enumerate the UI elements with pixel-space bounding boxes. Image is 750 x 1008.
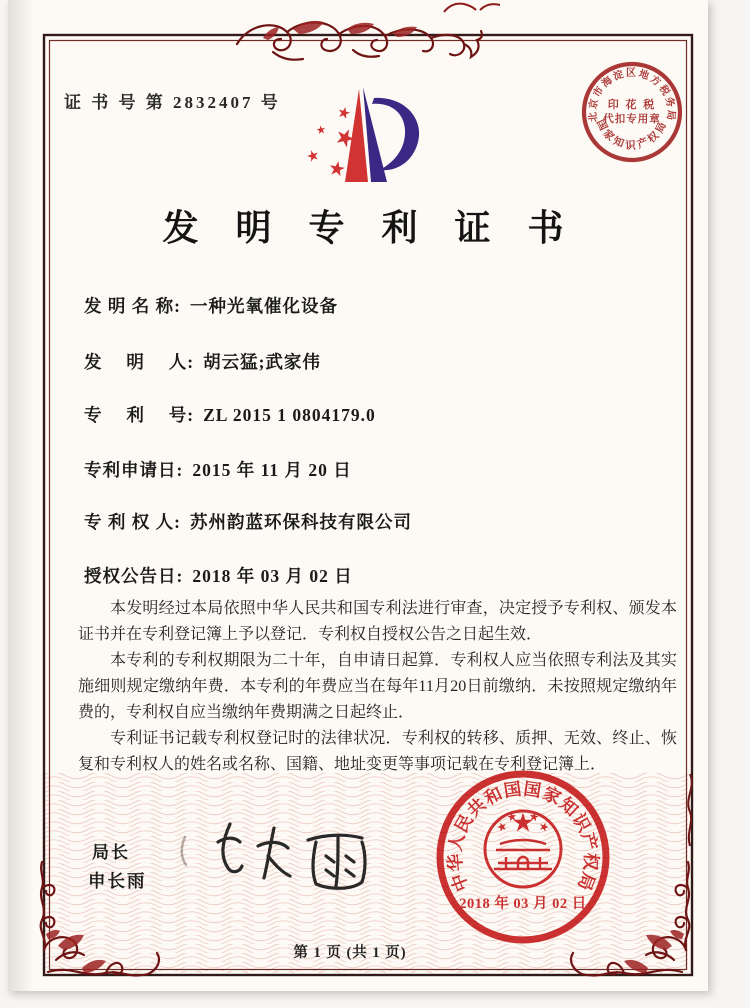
field-value: ZL 2015 1 0804179.0 (203, 405, 376, 425)
field-row-invention-name (84, 293, 338, 318)
stamp-center-line1: 印 花 税 (607, 99, 657, 111)
handwritten-signature (170, 812, 390, 902)
cert-number: 证 书 号 第 2832407 号 (64, 93, 281, 112)
legal-paragraph-1: 本发明经过本局依照中华人民共和国专利法进行审查，决定授予专利权、颁发本证书并在专利登记簿上予以登记．专利权自授权公告之日起生效． (78, 600, 677, 643)
official-seal (428, 762, 618, 952)
right-border-vine-ornament (676, 772, 700, 850)
seal-date: 2018 年 03 月 02 日 (459, 896, 587, 912)
field-value: 2015 年 11 月 20 日 (192, 460, 352, 480)
cnipa-logo (300, 84, 450, 189)
field-row-patent-number (84, 402, 376, 427)
field-value: 2018 年 03 月 02 日 (192, 566, 353, 586)
field-value: 苏州韵蓝环保科技有限公司 (189, 512, 412, 532)
field-row-patentee (84, 509, 412, 534)
field-row-grant-date (84, 563, 353, 588)
national-emblem (485, 811, 561, 887)
page-footer: 第 1 页 (共 1 页) (293, 945, 407, 961)
field-row-inventor (84, 349, 321, 374)
legal-paragraph-2: 本专利的专利权期限为二十年，自申请日起算．专利权人应当依照专利法及其实施细则规定缴纳年费．本专利的年费应当在每年11月20日前缴纳．未按照规定缴纳年费的，专利权自应当缴纳年费期满之日起终止． (78, 652, 677, 721)
seal-ring-text: 中华人民共和国国家知识产权局 (444, 778, 602, 895)
top-edge-ornament (440, 0, 504, 14)
field-label: 专 利 权 人: (84, 512, 181, 532)
field-label: 授权公告日: (84, 566, 184, 586)
stamp-center-line2: 代扣专用章 (603, 114, 661, 125)
field-row-filing-date (84, 457, 352, 482)
field-value: 一种光氧催化设备 (189, 296, 338, 316)
field-label: 专利申请日: (84, 460, 184, 480)
signature-title: 局长 (92, 843, 130, 862)
legal-paragraph-3: 专利证书记载专利权登记时的法律状况．专利权的转移、质押、无效、终止、恢复和专利权人的姓名或名称、国籍、地址变更等事项记载在专利登记簿上． (78, 730, 677, 773)
field-label: 发 明 名 称: (84, 296, 181, 316)
certificate-title: 发 明 专 利 证 书 (162, 208, 578, 248)
legal-text (78, 596, 677, 778)
tax-stamp (576, 56, 688, 168)
stamp-arc-bottom-text: 国家知识产权局 (593, 118, 671, 152)
stamp-arc-top-text: 北京市海淀区地方税务局 (587, 68, 677, 123)
field-value: 胡云猛;武家伟 (203, 352, 321, 372)
signature-name: 申长雨 (88, 871, 147, 891)
field-label: 专 利 号: (84, 405, 195, 425)
field-label: 发 明 人: (84, 352, 195, 372)
top-ornament (235, 8, 495, 70)
